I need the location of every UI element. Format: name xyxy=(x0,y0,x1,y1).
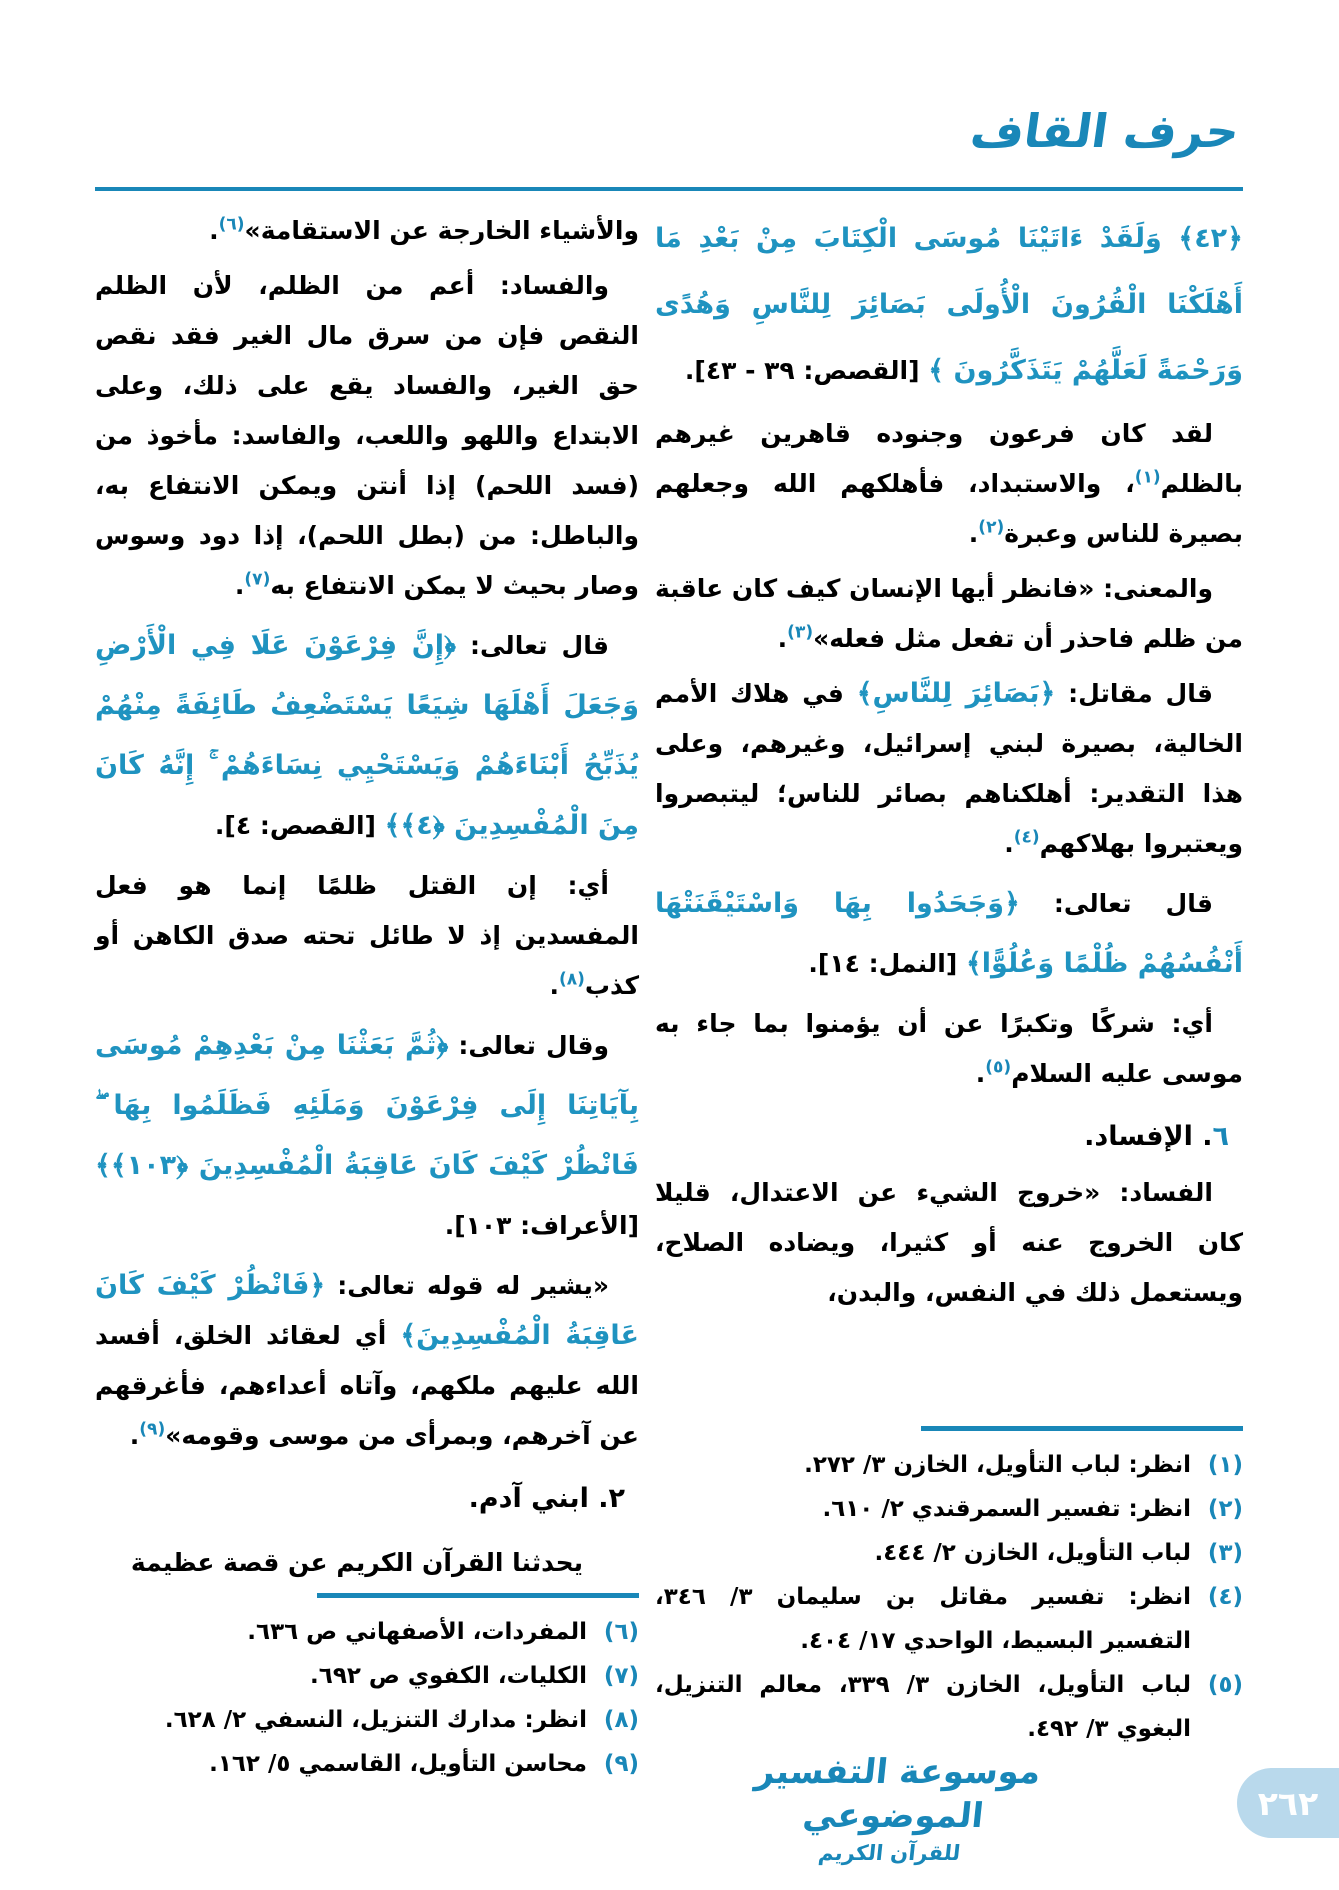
body-text: . xyxy=(234,571,245,600)
footnote-number: (٣) xyxy=(1207,1540,1243,1566)
footnote-text: انظر: مدارك التنزيل، النسفي ٢/ ٦٢٨. xyxy=(164,1707,587,1733)
footnote-text: محاسن التأويل، القاسمي ٥/ ١٦٢. xyxy=(209,1751,587,1777)
footnote-number: (٢) xyxy=(1207,1496,1243,1522)
quran-text: ﴿بَصَائِرَ لِلنَّاسِ﴾ xyxy=(856,678,1056,709)
footnote-ref: (٥) xyxy=(985,1057,1012,1078)
footnote-number: (٤) xyxy=(1207,1584,1243,1610)
footnote-text: لباب التأويل، الخازن ٣/ ٣٣٩، معالم التنزيل، البغوي ٣/ ٤٩٢. xyxy=(655,1672,1191,1742)
footnote-number: (٦) xyxy=(603,1619,639,1645)
quran-verse-paragraph xyxy=(655,206,1243,404)
footnote-item xyxy=(655,1443,1243,1487)
footnote-text: لباب التأويل، الخازن ٢/ ٤٤٤. xyxy=(874,1540,1191,1566)
footnote-ref: (٩) xyxy=(139,1419,166,1440)
column-right xyxy=(655,206,1243,1751)
body-text: . xyxy=(549,971,559,1000)
body-text: قال تعالى: xyxy=(1019,889,1213,918)
paragraph xyxy=(655,874,1243,994)
footnote-number: (٨) xyxy=(603,1707,639,1733)
section-number: ٦ xyxy=(1212,1121,1229,1152)
column-left xyxy=(95,206,639,1777)
verse-citation: [الأعراف: ١٠٣]. xyxy=(444,1211,639,1240)
footnotes-left xyxy=(95,1593,639,1786)
body-text: قال تعالى: xyxy=(456,631,610,660)
quran-text: ﴿٤٢﴾ وَلَقَدْ ءَاتَيْنَا مُوسَى الْكِتَابَ مِنْ بَعْدِ مَا أَهْلَكْنَا الْقُرُونَ الْأُولَى بَصَائِرَ لِلنَّاسِ وَهُدًى وَرَحْمَةً لَعَلَّهُمْ يَتَذَكَّرُونَ ﴾ xyxy=(655,223,1243,386)
footnotes-separator xyxy=(317,1593,639,1598)
paragraph xyxy=(655,409,1243,559)
footnote-text: الكليات، الكفوي ص ٦٩٢. xyxy=(310,1663,587,1689)
body-text: . xyxy=(209,216,219,245)
body-text: «يشير له قوله تعالى: xyxy=(325,1271,609,1300)
footnote-item xyxy=(655,1575,1243,1663)
section-heading xyxy=(95,1474,639,1524)
body-text: والأشياء الخارجة عن الاستقامة» xyxy=(244,216,639,245)
paragraph xyxy=(655,669,1243,869)
footnote-number: (١) xyxy=(1207,1452,1243,1478)
footnotes-right xyxy=(655,1426,1243,1751)
footnote-ref: (١) xyxy=(1134,467,1161,488)
body-text: ، والاستبداد، فأهلكهم الله وجعلهم بصيرة للناس وعبرة xyxy=(655,469,1243,548)
paragraph xyxy=(655,999,1243,1099)
footnotes-separator xyxy=(921,1426,1243,1431)
quran-text: ﴿إِنَّ فِرْعَوْنَ عَلَا فِي الْأَرْضِ وَجَعَلَ أَهْلَهَا شِيَعًا يَسْتَضْعِفُ طَائِفَةً مِنْهُمْ يُذَبِّحُ أَبْنَاءَهُمْ وَيَسْتَحْيِي نِسَاءَهُمْ ۚ إِنَّهُ كَانَ مِنَ الْمُفْسِدِينَ ﴿٤﴾﴾ xyxy=(95,630,639,841)
footnote-item xyxy=(655,1487,1243,1531)
chapter-title: حرف القاف xyxy=(967,104,1243,158)
footnote-item xyxy=(95,1610,639,1654)
body-text: . xyxy=(968,519,979,548)
paragraph xyxy=(95,861,639,1011)
paragraph xyxy=(655,1168,1243,1318)
footnote-number: (٧) xyxy=(603,1663,639,1689)
body-text: يحدثنا القرآن الكريم عن قصة عظيمة xyxy=(130,1548,583,1577)
body-text: والفساد: أعم من الظلم، لأن الظلم النقص فإن من سرق مال الغير فقد نقص حق الغير، والفساد يقع على ذلك، وعلى الابتداع واللهو واللعب، والفاسد: مأخوذ من (فسد اللحم) إذا أنتن ويمكن الانتفاع به، والباطل: من (بطل اللحم)، إذا دود وسوس وصار بحيث لا يمكن الانتفاع به xyxy=(95,271,639,600)
verse-citation: [النمل: ١٤]. xyxy=(808,949,966,978)
section-number: ٢ xyxy=(608,1483,625,1514)
quran-text: ﴿ثُمَّ بَعَثْنَا مِنْ بَعْدِهِمْ مُوسَى بِآيَاتِنَا إِلَى فِرْعَوْنَ وَمَلَئِهِ فَظَلَمُوا بِهَا ۖ فَانْظُرْ كَيْفَ كَانَ عَاقِبَةُ الْمُفْسِدِينَ ﴿١٠٣﴾﴾ xyxy=(95,1030,639,1181)
quran-text: ﴿وَجَحَدُوا بِهَا وَاسْتَيْقَنَتْهَا أَنْفُسُهُمْ ظُلْمًا وَعُلُوًّا﴾ xyxy=(655,888,1243,979)
footnote-ref: (٧) xyxy=(244,569,271,590)
section-heading xyxy=(655,1112,1243,1162)
body-text: أي لعقائد الخلق، أفسد الله عليهم ملكهم، وآتاه أعداءهم، فأغرقهم عن آخرهم، وبمرأى من موسى وقومه» xyxy=(95,1321,639,1450)
footnote-ref: (٨) xyxy=(558,969,585,990)
footnote-number: (٥) xyxy=(1207,1672,1243,1698)
text-columns xyxy=(95,206,1243,1777)
logo-subtitle: للقرآن الكريم xyxy=(817,1841,962,1865)
footnote-number: (٩) xyxy=(603,1751,639,1777)
body-text: الفساد: «خروج الشيء عن الاعتدال، قليلا كان الخروج عنه أو كثيرا، ويضاده الصلاح، ويستعمل ذلك في النفس، والبدن، xyxy=(655,1178,1243,1307)
footnote-ref: (٢) xyxy=(978,517,1005,538)
footnote-ref: (٦) xyxy=(218,214,245,235)
section-title: . ابني آدم. xyxy=(468,1483,609,1514)
footnote-text: انظر: تفسير مقاتل بن سليمان ٣/ ٣٤٦، التفسير البسيط، الواحدي ١٧/ ٤٠٤. xyxy=(655,1584,1191,1654)
body-text: قال مقاتل: xyxy=(1055,679,1213,708)
paragraph xyxy=(655,564,1243,664)
header-rule xyxy=(95,187,1243,191)
body-text: في هلاك الأمم الخالية، بصيرة لبني إسرائيل، وغيرهم، وعلى هذا التقدير: أهلكناهم بصائر للناس؛ ليتبصروا ويعتبروا بهلاكهم xyxy=(655,679,1243,858)
footnote-item xyxy=(95,1654,639,1698)
quran-verse-paragraph xyxy=(95,616,639,856)
footnote-text: انظر: تفسير السمرقندي ٢/ ٦١٠. xyxy=(822,1496,1191,1522)
body-text: أي: شركًا وتكبرًا عن أن يؤمنوا بما جاء به موسى عليه السلام xyxy=(655,1009,1243,1088)
paragraph xyxy=(95,261,639,611)
body-text: لقد كان فرعون وجنوده قاهرين غيرهم بالظلم xyxy=(655,419,1243,498)
footnote-ref: (٤) xyxy=(1013,827,1040,848)
body-text: والمعنى: «فانظر أيها الإنسان كيف كان عاقبة من ظلم فاحذر أن تفعل مثل فعله» xyxy=(655,574,1243,653)
footnote-item xyxy=(95,1742,639,1786)
footnote-item xyxy=(655,1531,1243,1575)
body-text: . xyxy=(1004,829,1014,858)
paragraph xyxy=(95,1261,639,1461)
footnote-ref: (٣) xyxy=(787,622,814,643)
quran-text: ﴿فَانْظُرْ كَيْفَ كَانَ عَاقِبَةُ الْمُفْسِدِينَ﴾ xyxy=(95,1270,639,1351)
body-text: . xyxy=(777,624,788,653)
verse-citation: [القصص: ٣٩ - ٤٣]. xyxy=(684,356,929,385)
page-number: ٢٦٢ xyxy=(1257,1783,1319,1823)
footnote-item xyxy=(95,1698,639,1742)
page-number-badge xyxy=(1237,1768,1339,1838)
verse-citation: [القصص: ٤]. xyxy=(214,811,385,840)
quran-verse-paragraph xyxy=(95,1016,639,1256)
footnote-text: المفردات، الأصفهاني ص ٦٣٦. xyxy=(247,1619,587,1645)
body-text: وقال تعالى: xyxy=(448,1031,609,1060)
publisher-logo xyxy=(723,1750,1065,1868)
footnote-text: انظر: لباب التأويل، الخازن ٣/ ٢٧٢. xyxy=(804,1452,1191,1478)
paragraph xyxy=(95,1538,639,1588)
body-text: . xyxy=(975,1059,986,1088)
footnote-item xyxy=(655,1663,1243,1751)
body-text: أي: إن القتل ظلمًا إنما هو فعل المفسدين إذ لا طائل تحته صدق الكاهن أو كذب xyxy=(95,871,639,1000)
paragraph xyxy=(95,206,639,256)
section-title: . الإفساد. xyxy=(1084,1121,1213,1152)
logo-title: موسوعة التفسير الموضوعي xyxy=(753,1752,1043,1836)
body-text: . xyxy=(129,1421,140,1450)
